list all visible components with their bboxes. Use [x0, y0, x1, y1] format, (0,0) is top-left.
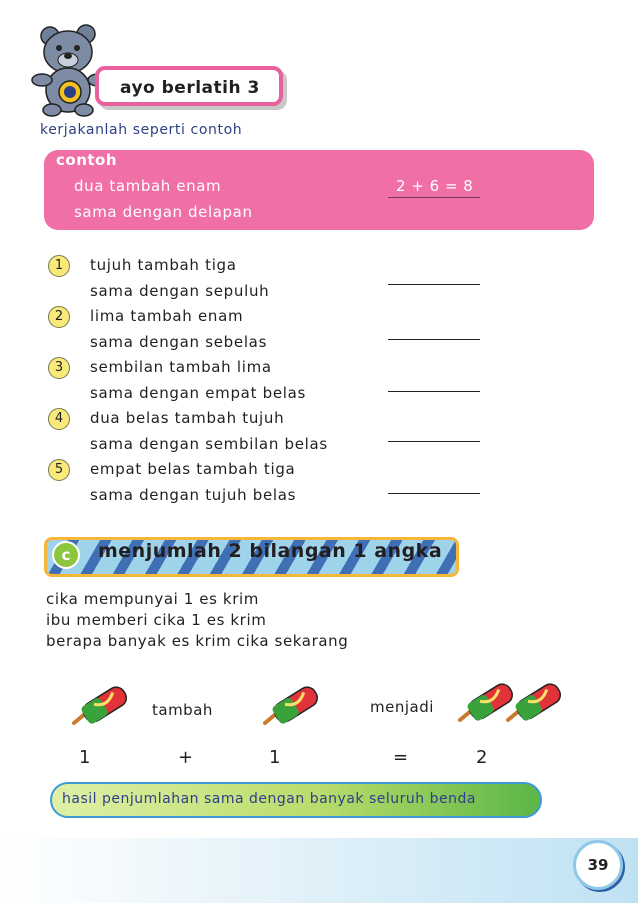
word-menjadi: menjadi [370, 698, 434, 716]
word-tambah: tambah [152, 701, 213, 719]
exercise-line-2: sama dengan sebelas [90, 333, 268, 351]
count-left: 1 [79, 747, 91, 768]
answer-blank[interactable] [388, 493, 480, 494]
exercise-number-badge: 5 [48, 459, 70, 481]
story-line: berapa banyak es krim cika sekarang [46, 632, 349, 650]
answer-blank[interactable] [388, 391, 480, 392]
count-result: 2 [476, 747, 488, 768]
exercise-number-badge: 4 [48, 408, 70, 430]
exercise-line-1: sembilan tambah lima [90, 358, 272, 376]
ice-cream-icon [66, 685, 130, 729]
count-right: 1 [269, 747, 281, 768]
exercise-number-badge: 3 [48, 357, 70, 379]
section-c-title: menjumlah 2 bilangan 1 angka [98, 540, 443, 562]
example-answer-line [388, 197, 480, 198]
answer-blank[interactable] [388, 441, 480, 442]
example-label: contoh [56, 151, 118, 169]
exercise-line-2: sama dengan sepuluh [90, 282, 270, 300]
exercise-line-1: tujuh tambah tiga [90, 256, 237, 274]
instruction-text: kerjakanlah seperti contoh [40, 122, 243, 138]
plus-sign: + [178, 747, 194, 768]
ice-cream-icon [500, 682, 564, 726]
ice-cream-icon [257, 685, 321, 729]
page-number: 39 [573, 840, 623, 890]
section-c-badge: c [52, 541, 80, 569]
answer-blank[interactable] [388, 284, 480, 285]
exercise-line-1: lima tambah enam [90, 307, 244, 325]
page-footer [0, 838, 638, 903]
answer-blank[interactable] [388, 339, 480, 340]
exercise-line-2: sama dengan tujuh belas [90, 486, 297, 504]
story-line: ibu memberi cika 1 es krim [46, 611, 267, 629]
exercise-number-badge: 1 [48, 255, 70, 277]
example-line-2: sama dengan delapan [74, 203, 253, 221]
exercise-line-1: empat belas tambah tiga [90, 460, 296, 478]
example-answer: 2 + 6 = 8 [396, 177, 474, 195]
summary-text: hasil penjumlahan sama dengan banyak seluruh benda [62, 791, 476, 807]
equals-sign: = [393, 747, 409, 768]
story-line: cika mempunyai 1 es krim [46, 590, 259, 608]
exercise-number-badge: 2 [48, 306, 70, 328]
exercise-line-1: dua belas tambah tujuh [90, 409, 285, 427]
exercise-line-2: sama dengan sembilan belas [90, 435, 328, 453]
example-line-1: dua tambah enam [74, 177, 222, 195]
exercise-line-2: sama dengan empat belas [90, 384, 307, 402]
section-title: ayo berlatih 3 [120, 78, 260, 98]
